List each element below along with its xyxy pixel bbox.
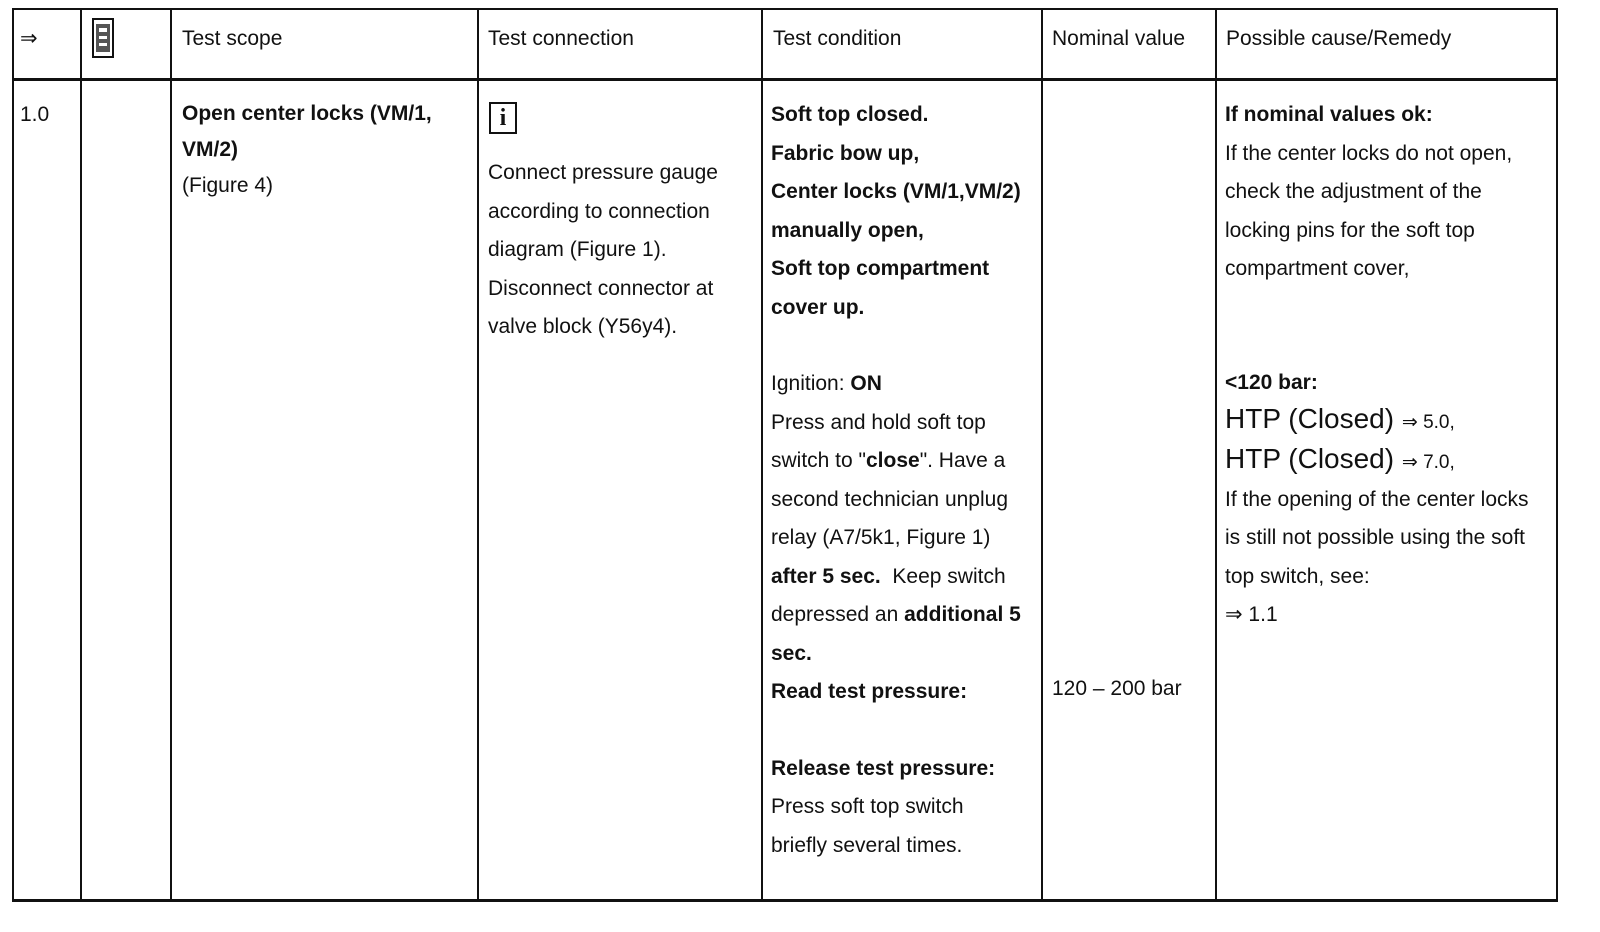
connection-line: valve block (Y56y4). <box>488 315 678 338</box>
header-nominal-value: Nominal value <box>1052 27 1186 50</box>
condition-line: briefly several times. <box>771 833 963 857</box>
test-connection-cell <box>488 154 758 347</box>
column-divider <box>477 8 479 902</box>
connection-line: according to connection <box>488 199 710 223</box>
nominal-value: 120 – 200 bar <box>1052 677 1182 700</box>
possible-cause-cell <box>1225 96 1550 635</box>
cause-line: compartment cover, <box>1225 257 1410 280</box>
column-divider <box>170 8 172 902</box>
condition-line: Fabric bow up, <box>771 141 920 165</box>
cause-line: is still not possible using the soft <box>1225 526 1525 549</box>
document-icon <box>92 18 114 58</box>
connection-line: Disconnect connector at <box>488 276 714 300</box>
scope-title-line1: Open center locks (VM/1, <box>182 102 432 125</box>
condition-line <box>771 596 1039 635</box>
low-pressure-heading: <120 bar: <box>1225 370 1318 394</box>
column-divider <box>1041 8 1043 902</box>
header-test-condition: Test condition <box>773 27 902 50</box>
condition-line: Soft top compartment <box>771 257 990 280</box>
column-divider <box>80 8 82 902</box>
htp-label: HTP (Closed) <box>1225 402 1395 434</box>
condition-line: cover up. <box>771 295 865 319</box>
condition-line: relay (A7/5k1, Figure 1) <box>771 526 991 549</box>
text-fragment: depressed an <box>771 603 905 626</box>
condition-line <box>771 558 1039 597</box>
htp-label: HTP (Closed) <box>1225 442 1395 474</box>
header-test-scope: Test scope <box>182 27 283 50</box>
header-possible-cause: Possible cause/Remedy <box>1226 27 1452 50</box>
info-icon: i <box>489 102 517 134</box>
info-icon-cell <box>489 100 517 139</box>
column-divider <box>1215 8 1217 902</box>
connection-line: Connect pressure gauge <box>488 161 718 184</box>
cause-line: top switch, see: <box>1225 564 1370 588</box>
condition-line: Center locks (VM/1,VM/2) <box>771 180 1021 203</box>
text-fragment: close <box>865 449 920 472</box>
text-fragment: ". Have a <box>919 449 1006 472</box>
header-test-connection: Test connection <box>488 27 634 50</box>
scope-title-line2: VM/2) <box>182 138 239 161</box>
release-pressure-label: Release test pressure: <box>771 756 996 780</box>
ignition-label: Ignition: <box>771 372 851 395</box>
condition-line: sec. <box>771 641 812 665</box>
header-divider <box>12 78 1558 81</box>
column-divider <box>761 8 763 902</box>
text-fragment: Keep switch <box>880 564 1006 588</box>
htp-reference: ⇒ 5.0, <box>1401 411 1455 433</box>
cause-line: locking pins for the soft top <box>1225 218 1475 242</box>
condition-line: Press and hold soft top <box>771 410 986 434</box>
test-condition-cell <box>771 96 1039 865</box>
htp-link[interactable] <box>1225 401 1550 441</box>
condition-line: Press soft top switch <box>771 795 964 818</box>
htp-link[interactable] <box>1225 441 1550 481</box>
header-arrow: ⇒ <box>20 27 38 50</box>
cause-line: If the center locks do not open, <box>1225 141 1513 165</box>
condition-line: Soft top closed. <box>771 103 929 126</box>
ok-heading: If nominal values ok: <box>1225 103 1433 126</box>
connection-line: diagram (Figure 1). <box>488 238 667 261</box>
cause-line: check the adjustment of the <box>1225 180 1482 203</box>
ignition-value: ON <box>850 372 882 395</box>
ignition-line <box>771 365 1039 404</box>
condition-line <box>771 442 1039 481</box>
test-scope-cell <box>182 96 467 204</box>
scope-figure-ref: (Figure 4) <box>182 174 274 197</box>
htp-reference: ⇒ 7.0, <box>1401 451 1455 473</box>
cause-line: If the opening of the center locks <box>1225 487 1529 511</box>
see-reference-link[interactable]: ⇒ 1.1 <box>1225 603 1278 626</box>
text-fragment: additional 5 <box>904 603 1021 626</box>
condition-line: second technician unplug <box>771 487 1009 511</box>
text-fragment: after 5 sec. <box>771 564 881 588</box>
step-number: 1.0 <box>20 103 50 126</box>
condition-line: manually open, <box>771 218 924 242</box>
read-pressure-label: Read test pressure: <box>771 680 968 703</box>
text-fragment: switch to " <box>771 449 866 472</box>
